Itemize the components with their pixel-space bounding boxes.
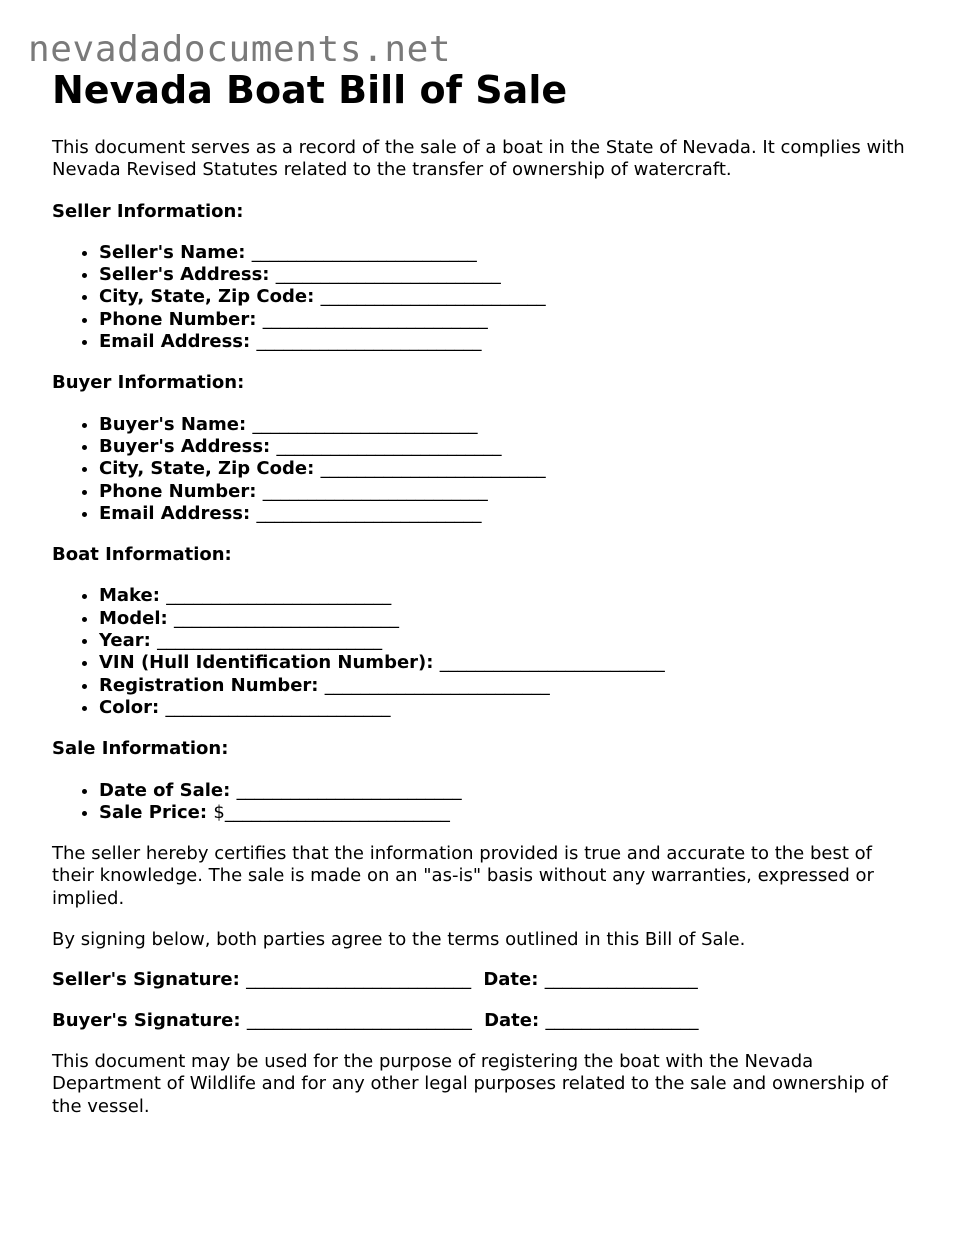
buyer-date-blank[interactable]: _________________ [545, 1009, 699, 1031]
intro-paragraph: This document serves as a record of the sale of a boat in the State of Nevada. It complies with Nevada Revised Statutes related to the transfer of ownership of watercraft. [52, 137, 905, 181]
sale-date-field[interactable] [99, 780, 912, 802]
buyer-address-blank[interactable]: _________________________ [276, 435, 502, 457]
buyer-section-heading: Buyer Information: [52, 372, 245, 394]
seller-name-blank[interactable]: _________________________ [251, 241, 477, 263]
seller-name-field[interactable] [99, 242, 912, 264]
seller-email-blank[interactable]: _________________________ [256, 331, 482, 353]
sale-date-blank[interactable]: _________________________ [236, 779, 462, 801]
site-watermark: nevadadocuments.net [28, 29, 452, 70]
boat-model-blank[interactable]: _________________________ [174, 607, 400, 629]
boat-color-label: Color: [99, 696, 160, 718]
boat-year-label: Year: [99, 630, 151, 652]
boat-registration-blank[interactable]: _________________________ [324, 674, 550, 696]
agreement-paragraph: By signing below, both parties agree to the terms outlined in this Bill of Sale. [52, 929, 746, 951]
page-title: Nevada Boat Bill of Sale [52, 68, 568, 112]
buyer-name-label: Buyer's Name: [99, 413, 247, 435]
boat-color-blank[interactable]: _________________________ [165, 696, 391, 718]
seller-city-blank[interactable]: _________________________ [320, 286, 546, 308]
buyer-name-blank[interactable]: _________________________ [252, 413, 478, 435]
seller-address-blank[interactable]: _________________________ [275, 264, 501, 286]
boat-registration-label: Registration Number: [99, 674, 319, 696]
buyer-signature-label: Buyer's Signature: [52, 1009, 241, 1031]
boat-color-field[interactable] [99, 697, 912, 719]
boat-make-label: Make: [99, 585, 160, 607]
seller-date-blank[interactable]: _________________ [544, 969, 698, 991]
bill-of-sale-document [52, 66, 912, 1118]
seller-signature-blank[interactable]: _________________________ [246, 969, 472, 991]
boat-model-field[interactable] [99, 608, 912, 630]
seller-phone-label: Phone Number: [99, 308, 257, 330]
sale-price-blank[interactable]: _________________________ [224, 801, 450, 823]
sale-price-field[interactable] [99, 802, 912, 824]
boat-field-list [52, 585, 912, 719]
seller-date-label: Date: [483, 969, 539, 991]
sale-section-heading: Sale Information: [52, 738, 229, 760]
buyer-city-field[interactable] [99, 458, 912, 480]
sale-price-label: Sale Price: [99, 801, 208, 823]
buyer-address-field[interactable] [99, 436, 912, 458]
seller-name-label: Seller's Name: [99, 241, 246, 263]
boat-registration-field[interactable] [99, 675, 912, 697]
sale-field-list [52, 780, 912, 825]
seller-email-field[interactable] [99, 331, 912, 353]
seller-signature-line [52, 969, 912, 991]
seller-phone-blank[interactable]: _________________________ [262, 308, 488, 330]
buyer-name-field[interactable] [99, 414, 912, 436]
buyer-city-label: City, State, Zip Code: [99, 458, 315, 480]
buyer-date-label: Date: [484, 1009, 540, 1031]
certification-paragraph: The seller hereby certifies that the information provided is true and accurate to the best of their knowledge. The sale is made on an "as-is" basis without any warranties, expressed or implied. [52, 843, 874, 909]
buyer-email-field[interactable] [99, 503, 912, 525]
currency-symbol: $ [213, 801, 225, 823]
boat-make-field[interactable] [99, 585, 912, 607]
boat-vin-blank[interactable]: _________________________ [439, 652, 665, 674]
seller-address-label: Seller's Address: [99, 264, 270, 286]
boat-year-field[interactable] [99, 630, 912, 652]
seller-email-label: Email Address: [99, 331, 251, 353]
buyer-signature-blank[interactable]: _________________________ [246, 1009, 472, 1031]
buyer-field-list [52, 414, 912, 525]
seller-city-label: City, State, Zip Code: [99, 286, 315, 308]
buyer-email-label: Email Address: [99, 502, 251, 524]
seller-field-list [52, 242, 912, 353]
buyer-address-label: Buyer's Address: [99, 435, 271, 457]
seller-phone-field[interactable] [99, 309, 912, 331]
seller-section-heading: Seller Information: [52, 200, 244, 222]
boat-vin-field[interactable] [99, 652, 912, 674]
buyer-city-blank[interactable]: _________________________ [320, 458, 546, 480]
seller-city-field[interactable] [99, 286, 912, 308]
seller-signature-label: Seller's Signature: [52, 969, 240, 991]
buyer-signature-line [52, 1010, 912, 1032]
buyer-email-blank[interactable]: _________________________ [256, 502, 482, 524]
boat-make-blank[interactable]: _________________________ [166, 585, 392, 607]
boat-section-heading: Boat Information: [52, 544, 232, 566]
boat-model-label: Model: [99, 607, 168, 629]
boat-year-blank[interactable]: _________________________ [157, 630, 383, 652]
closing-paragraph: This document may be used for the purpose of registering the boat with the Nevada Department of Wildlife and for any other legal purposes related to the sale and ownership of the vessel. [52, 1050, 888, 1117]
buyer-phone-label: Phone Number: [99, 480, 257, 502]
sale-date-label: Date of Sale: [99, 779, 231, 801]
buyer-phone-blank[interactable]: _________________________ [262, 480, 488, 502]
buyer-phone-field[interactable] [99, 481, 912, 503]
boat-vin-label: VIN (Hull Identification Number): [99, 652, 434, 674]
seller-address-field[interactable] [99, 264, 912, 286]
